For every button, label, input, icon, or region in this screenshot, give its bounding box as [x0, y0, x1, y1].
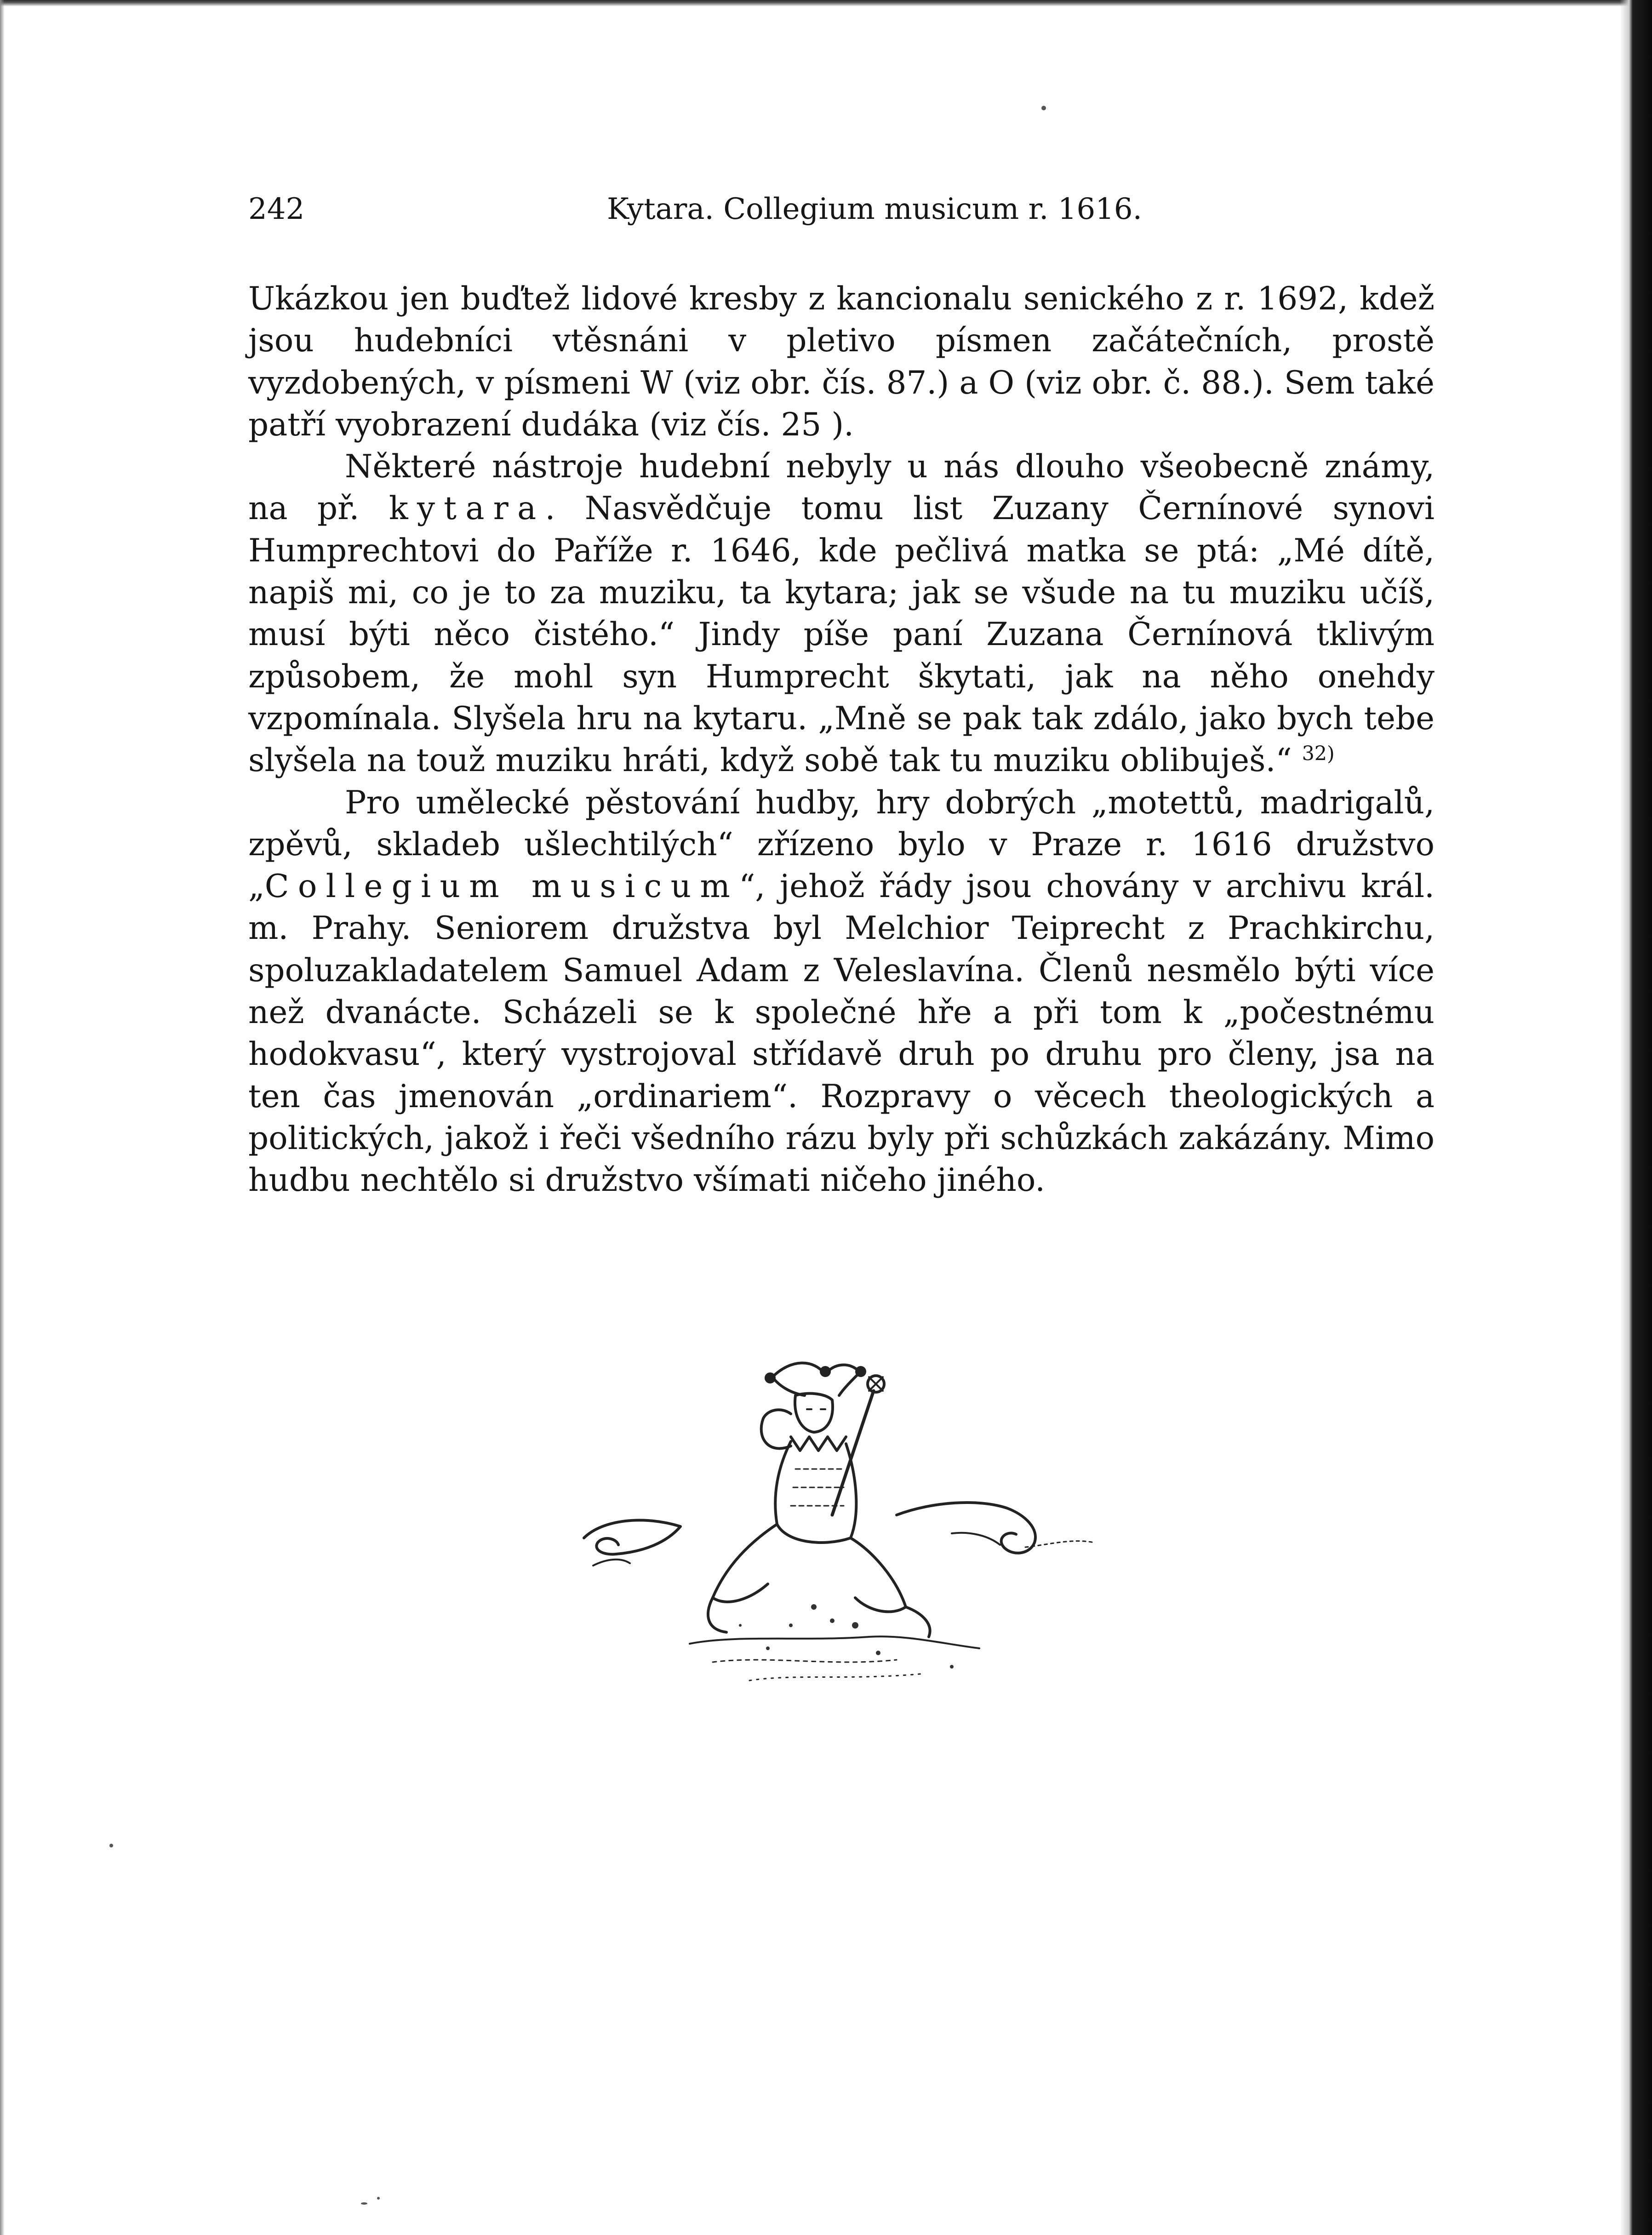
jester-vignette-icon [575, 1349, 1113, 1699]
scan-edge-left [0, 0, 5, 2235]
paragraph-1-text: Ukázkou jen buďtež lidové kresby z kancionalu senického z r. 1692, kdež jsou hudebníci vtěsnáni v pletivo písmen začátečních, prostě vyzdobených, v písmeni W (viz obr. čís. 87.) a O (viz obr. č. 88.). Sem také patří vyobrazení dudáka (viz čís. 25 ). [248, 280, 1435, 443]
scan-speck [377, 2197, 380, 2200]
scan-speck [1041, 106, 1046, 110]
paragraph-3 [248, 782, 1435, 1202]
scan-edge-right [1620, 0, 1652, 2235]
paragraph-3-text-before: Pro umělecké pěstování hudby, hry dobrých „motettů, madrigalů, zpěvů, skladeb ušlechtilých“ zřízeno bylo v Praze r. 1616 družstvo „ [248, 784, 1435, 905]
paragraph-3-text-after: “, jehož řády jsou chovány v archivu král. m. Prahy. Seniorem družstva byl Melchior Teiprecht z Prachkirchu, spoluzakladatelem Samuel Adam z Veleslavína. Členů nesmělo býti více než dvanácte. Scházeli se k společné hře a při tom k „počestnému hodokvasu“, který vystrojoval střídavě druh po druhu pro členy, jsa na ten čas jmenován „ordinariem“. Rozpravy o věcech theologických a politických, jakož i řeči všedního rázu byly při schůzkách zakázány. Mimo hudbu nechtělo si družstvo všímati ničeho jiného. [248, 868, 1435, 1199]
footnote-ref: 32) [1302, 742, 1335, 766]
page-number: 242 [248, 192, 305, 226]
scan-edge-top [0, 0, 1652, 6]
body-text [248, 278, 1435, 1202]
scan-speck [361, 2202, 367, 2205]
paragraph-2-text-before: Některé nástroje hudební nebyly u nás dlouho všeobecně známy, na př. [248, 448, 1435, 527]
paragraph-2 [248, 446, 1435, 782]
spaced-term-kytara: kytara [389, 490, 545, 527]
scan-speck [109, 1844, 113, 1847]
running-title: Kytara. Collegium musicum r. 1616. [607, 192, 1142, 226]
paragraph-2-text-after: . Nasvědčuje tomu list Zuzany Černínové synovi Humprechtovi do Paříže r. 1646, kde pečlivá matka se ptá: „Mé dítě, napiš mi, co je to za muziku, ta kytara; jak se všude na tu muziku učíš, musí býti něco čistého.“ Jindy píše paní Zuzana Černínová tklivým způsobem, že mohl syn Humprecht škytati, jak na něho onehdy vzpomínala. Slyšela hru na kytaru. „Mně se pak tak zdálo, jako bych tebe slyšela na touž muziku hráti, když sobě tak tu muziku oblibuješ.“ [248, 490, 1435, 779]
page-header [248, 189, 1142, 230]
paragraph-1 [248, 278, 1435, 446]
spaced-term-collegium-musicum: Collegium musicum [264, 868, 739, 905]
